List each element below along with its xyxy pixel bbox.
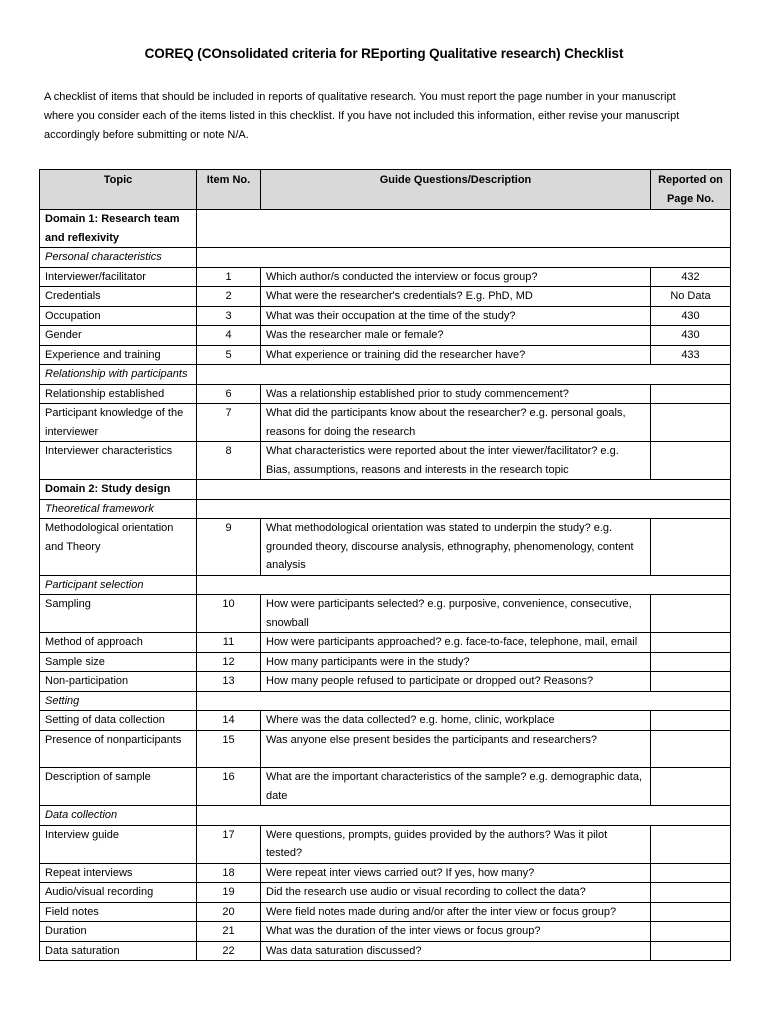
item-number-cell: 14 [197,711,261,731]
guide-question-cell: What characteristics were reported about the inter viewer/facilitator? e.g. Bias, assumptions, reasons and interests in the research topic [261,442,651,480]
reported-page-cell [651,941,731,961]
topic-cell: Duration [40,922,197,942]
reported-page-cell [651,902,731,922]
item-number-cell: 19 [197,883,261,903]
topic-cell: Sample size [40,652,197,672]
topic-cell: Methodological orientation and Theory [40,519,197,576]
table-row [40,941,731,961]
topic-cell: Data saturation [40,941,197,961]
reported-page-cell: No Data [651,287,731,307]
table-row [40,902,731,922]
reported-page-cell [651,633,731,653]
section-heading: Theoretical framework [40,499,197,519]
section-row [40,248,731,268]
empty-cell [197,248,731,268]
intro-paragraph [44,88,734,145]
table-row [40,345,731,365]
section-row [40,806,731,826]
empty-cell [197,806,731,826]
empty-cell [197,210,731,248]
item-number-cell: 7 [197,404,261,442]
item-number-cell: 5 [197,345,261,365]
section-row [40,691,731,711]
topic-cell: Sampling [40,595,197,633]
reported-page-cell [651,863,731,883]
table-row [40,922,731,942]
item-number-cell: 11 [197,633,261,653]
item-number-cell: 2 [197,287,261,307]
topic-cell: Repeat interviews [40,863,197,883]
guide-question-cell: Which author/s conducted the interview or focus group? [261,267,651,287]
header-topic: Topic [40,170,197,210]
guide-question-cell: Were repeat inter views carried out? If yes, how many? [261,863,651,883]
header-item-no: Item No. [197,170,261,210]
guide-question-cell: What are the important characteristics of the sample? e.g. demographic data, date [261,768,651,806]
section-heading: Personal characteristics [40,248,197,268]
reported-page-cell [651,672,731,692]
guide-question-cell: What was their occupation at the time of the study? [261,306,651,326]
table-header-row [40,170,731,210]
item-number-cell: 15 [197,730,261,768]
topic-cell: Method of approach [40,633,197,653]
item-number-cell: 18 [197,863,261,883]
intro-line: A checklist of items that should be included in reports of qualitative research. You must report the page number in your manuscript [44,91,676,103]
topic-cell: Interviewer/facilitator [40,267,197,287]
reported-page-cell [651,384,731,404]
domain-row [40,480,731,500]
guide-question-cell: Was data saturation discussed? [261,941,651,961]
guide-question-cell: How were participants approached? e.g. face-to-face, telephone, mail, email [261,633,651,653]
guide-question-cell: What was the duration of the inter views or focus group? [261,922,651,942]
section-row [40,365,731,385]
table-row [40,326,731,346]
item-number-cell: 16 [197,768,261,806]
table-row [40,730,731,768]
reported-page-cell: 432 [651,267,731,287]
topic-cell: Participant knowledge of the interviewer [40,404,197,442]
item-number-cell: 4 [197,326,261,346]
reported-page-cell [651,595,731,633]
item-number-cell: 3 [197,306,261,326]
reported-page-cell: 430 [651,306,731,326]
guide-question-cell: How many participants were in the study? [261,652,651,672]
topic-cell: Occupation [40,306,197,326]
table-row [40,883,731,903]
reported-page-cell [651,825,731,863]
domain-heading: Domain 2: Study design [40,480,197,500]
empty-cell [197,691,731,711]
topic-cell: Non-participation [40,672,197,692]
guide-question-cell: What were the researcher's credentials? E.g. PhD, MD [261,287,651,307]
guide-question-cell: What did the participants know about the researcher? e.g. personal goals, reasons for doing the research [261,404,651,442]
empty-cell [197,365,731,385]
table-row [40,442,731,480]
item-number-cell: 12 [197,652,261,672]
guide-question-cell: What methodological orientation was stated to underpin the study? e.g. grounded theory, discourse analysis, ethnography, phenomenology, content analysis [261,519,651,576]
reported-page-cell: 433 [651,345,731,365]
reported-page-cell [651,652,731,672]
topic-cell: Field notes [40,902,197,922]
guide-question-cell: Did the research use audio or visual recording to collect the data? [261,883,651,903]
reported-page-cell [651,404,731,442]
guide-question-cell: What experience or training did the researcher have? [261,345,651,365]
section-heading: Relationship with participants [40,365,197,385]
item-number-cell: 8 [197,442,261,480]
topic-cell: Setting of data collection [40,711,197,731]
domain-heading: Domain 1: Research team and reflexivity [40,210,197,248]
item-number-cell: 10 [197,595,261,633]
topic-cell: Audio/visual recording [40,883,197,903]
empty-cell [197,575,731,595]
reported-page-cell [651,519,731,576]
reported-page-cell [651,711,731,731]
table-row [40,519,731,576]
domain-row [40,210,731,248]
section-row [40,575,731,595]
section-heading: Setting [40,691,197,711]
item-number-cell: 6 [197,384,261,404]
topic-cell: Description of sample [40,768,197,806]
guide-question-cell: Was the researcher male or female? [261,326,651,346]
table-row [40,384,731,404]
table-row [40,825,731,863]
table-row [40,595,731,633]
table-row [40,267,731,287]
table-body [40,210,731,961]
header-guide: Guide Questions/Description [261,170,651,210]
reported-page-cell [651,922,731,942]
intro-line: accordingly before submitting or note N/A. [44,129,249,141]
item-number-cell: 17 [197,825,261,863]
item-number-cell: 22 [197,941,261,961]
checklist-table [39,169,731,961]
table-row [40,404,731,442]
reported-page-cell [651,730,731,768]
item-number-cell: 21 [197,922,261,942]
item-number-cell: 1 [197,267,261,287]
item-number-cell: 20 [197,902,261,922]
topic-cell: Credentials [40,287,197,307]
item-number-cell: 9 [197,519,261,576]
guide-question-cell: Were questions, prompts, guides provided by the authors? Was it pilot tested? [261,825,651,863]
reported-page-cell: 430 [651,326,731,346]
guide-question-cell: Were field notes made during and/or after the inter view or focus group? [261,902,651,922]
table-row [40,633,731,653]
topic-cell: Relationship established [40,384,197,404]
reported-page-cell [651,883,731,903]
table-row [40,287,731,307]
table-row [40,672,731,692]
topic-cell: Experience and training [40,345,197,365]
empty-cell [197,480,731,500]
guide-question-cell: How were participants selected? e.g. purposive, convenience, consecutive, snowball [261,595,651,633]
reported-page-cell [651,768,731,806]
reported-page-cell [651,442,731,480]
guide-question-cell: Where was the data collected? e.g. home, clinic, workplace [261,711,651,731]
section-heading: Data collection [40,806,197,826]
table-row [40,768,731,806]
page-title: COREQ (COnsolidated criteria for REporting Qualitative research) Checklist [144,46,624,61]
table-row [40,863,731,883]
section-row [40,499,731,519]
item-number-cell: 13 [197,672,261,692]
section-heading: Participant selection [40,575,197,595]
header-page: Reported on Page No. [651,170,731,210]
table-row [40,652,731,672]
guide-question-cell: How many people refused to participate or dropped out? Reasons? [261,672,651,692]
guide-question-cell: Was a relationship established prior to study commencement? [261,384,651,404]
intro-line: where you consider each of the items listed in this checklist. If you have not included this information, either revise your manuscript [44,110,680,122]
topic-cell: Presence of nonparticipants [40,730,197,768]
table-row [40,711,731,731]
empty-cell [197,499,731,519]
topic-cell: Gender [40,326,197,346]
topic-cell: Interviewer characteristics [40,442,197,480]
topic-cell: Interview guide [40,825,197,863]
guide-question-cell: Was anyone else present besides the participants and researchers? [261,730,651,768]
table-row [40,306,731,326]
